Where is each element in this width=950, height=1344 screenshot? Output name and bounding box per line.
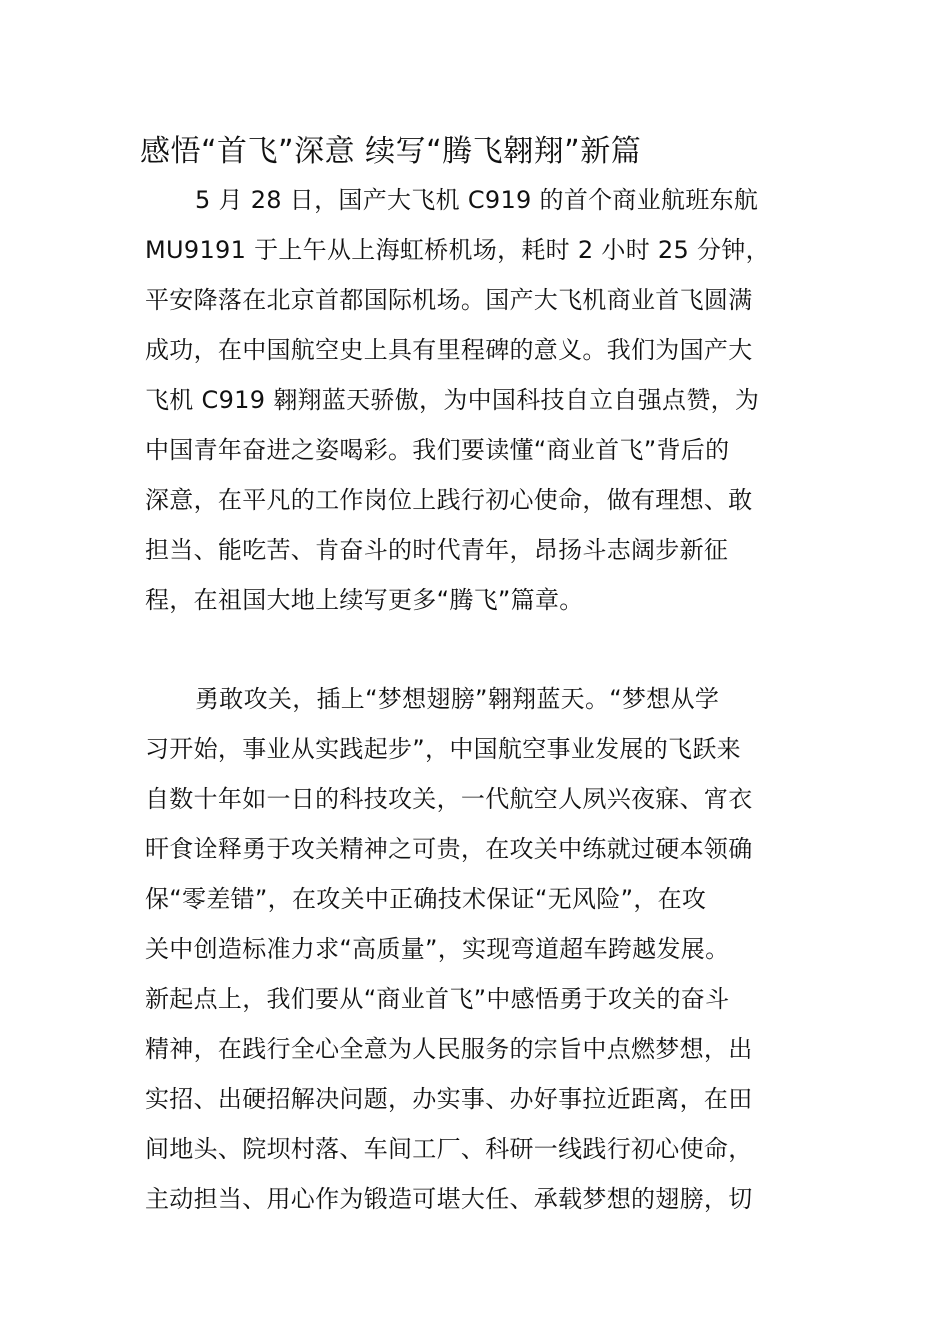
paragraph-2-line-2: 习开始，事业从实践起步”，中国航空事业发展的飞跃来 <box>145 735 741 763</box>
paragraph-2-line-4: 旰食诠释勇于攻关精神之可贵，在攻关中练就过硬本领确 <box>145 835 753 863</box>
paragraph-2-line-7: 新起点上，我们要从“商业首飞”中感悟勇于攻关的奋斗 <box>145 985 730 1013</box>
document-title: 感悟“首飞”深意 续写“腾飞翱翔”新篇 <box>140 134 642 169</box>
paragraph-2-line-10: 间地头、院坝村落、车间工厂、科研一线践行初心使命， <box>145 1135 753 1163</box>
paragraph-2-line-9: 实招、出硬招解决问题，办实事、办好事拉近距离，在田 <box>145 1085 753 1113</box>
paragraph-1-line-7: 深意，在平凡的工作岗位上践行初心使命，做有理想、敢 <box>145 486 753 514</box>
paragraph-1-line-9: 程，在祖国大地上续写更多“腾飞”篇章。 <box>145 586 584 614</box>
paragraph-2-line-11: 主动担当、用心作为锻造可堪大任、承载梦想的翅膀，切 <box>145 1185 753 1213</box>
paragraph-1-line-5: 飞机 C919 翱翔蓝天骄傲，为中国科技自立自强点赞，为 <box>145 386 760 414</box>
paragraph-2-line-3: 自数十年如一日的科技攻关，一代航空人夙兴夜寐、宵衣 <box>145 785 753 813</box>
paragraph-2-line-8: 精神，在践行全心全意为人民服务的宗旨中点燃梦想，出 <box>145 1035 753 1063</box>
paragraph-2-line-6: 关中创造标准力求“高质量”，实现弯道超车跨越发展。 <box>145 935 730 963</box>
paragraph-2-line-1: 勇敢攻关，插上“梦想翅膀”翱翔蓝天。“梦想从学 <box>195 685 720 713</box>
paragraph-1-line-1: 5 月 28 日，国产大飞机 C919 的首个商业航班东航 <box>195 186 759 214</box>
paragraph-1-line-4: 成功，在中国航空史上具有里程碑的意义。我们为国产大 <box>145 336 753 364</box>
paragraph-2-line-5: 保“零差错”，在攻关中正确技术保证“无风险”，在攻 <box>145 885 707 913</box>
paragraph-1-line-6: 中国青年奋进之姿喝彩。我们要读懂“商业首飞”背后的 <box>145 436 730 464</box>
paragraph-1-line-8: 担当、能吃苦、肯奋斗的时代青年，昂扬斗志阔步新征 <box>145 536 729 564</box>
paragraph-1-line-2: MU9191 于上午从上海虹桥机场，耗时 2 小时 25 分钟， <box>145 236 770 264</box>
paragraph-1-line-3: 平安降落在北京首都国际机场。国产大飞机商业首飞圆满 <box>145 286 753 314</box>
